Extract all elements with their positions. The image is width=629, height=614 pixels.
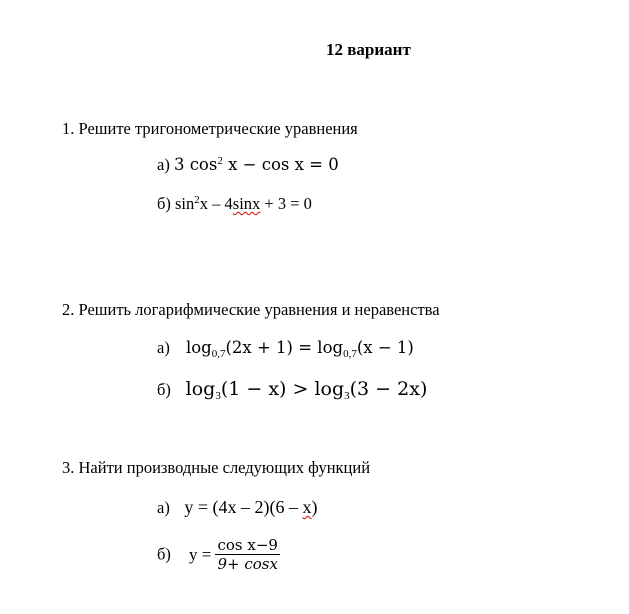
item-marker: б) (157, 380, 171, 399)
section-3-heading: 3. Найти производные следующих функций (62, 458, 371, 477)
expr-part: (3 − 2x) (349, 378, 428, 400)
inequality-2b (157, 378, 427, 401)
item-marker: а) (157, 338, 170, 357)
expr-part: (x − 1) (356, 338, 414, 357)
expr-part: x – 4 (199, 194, 233, 213)
expr-part: ) (311, 497, 318, 517)
section-1-heading: 1. Решите тригонометрические уравнения (62, 119, 358, 138)
fraction-numerator: cos x−9 (217, 536, 278, 554)
spellcheck-word: x (302, 497, 312, 517)
equation-1b (157, 194, 312, 214)
expr-part: + 3 = 0 (260, 194, 312, 213)
item-marker: а) (157, 155, 170, 174)
equation-1a (157, 155, 339, 175)
variant-title: 12 вариант (326, 40, 411, 59)
item-marker: б) (157, 194, 171, 213)
spellcheck-word: sinx (232, 194, 261, 213)
exponent: 2 (217, 155, 223, 167)
function-lhs: y = (189, 544, 212, 564)
exponent: 2 (194, 194, 200, 206)
expr-part: (2x + 1) = log (225, 338, 344, 357)
log-base: 3 (215, 390, 221, 402)
fraction (215, 537, 279, 572)
fraction-denominator: 9+ cosx (217, 555, 278, 573)
function-3a (157, 497, 317, 518)
item-marker: б) (157, 544, 171, 564)
log-base: 3 (344, 390, 350, 402)
expr-part: x − cos x = 0 (222, 155, 339, 174)
function-3b (157, 537, 280, 572)
log-base: 0,7 (211, 348, 226, 360)
expr-part: log (185, 378, 216, 400)
expr-part: sin (175, 194, 195, 213)
expr-part: y = (4x – 2)(6 – (184, 497, 303, 517)
section-2-heading: 2. Решить логарифмические уравнения и неравенства (62, 300, 440, 319)
item-marker: а) (157, 498, 170, 517)
expr-part: (1 − x) > log (220, 378, 345, 400)
expr-part: log (185, 338, 212, 357)
log-base: 0,7 (343, 348, 357, 360)
expr-part: 3 cos (173, 155, 218, 174)
equation-2a (157, 338, 414, 358)
